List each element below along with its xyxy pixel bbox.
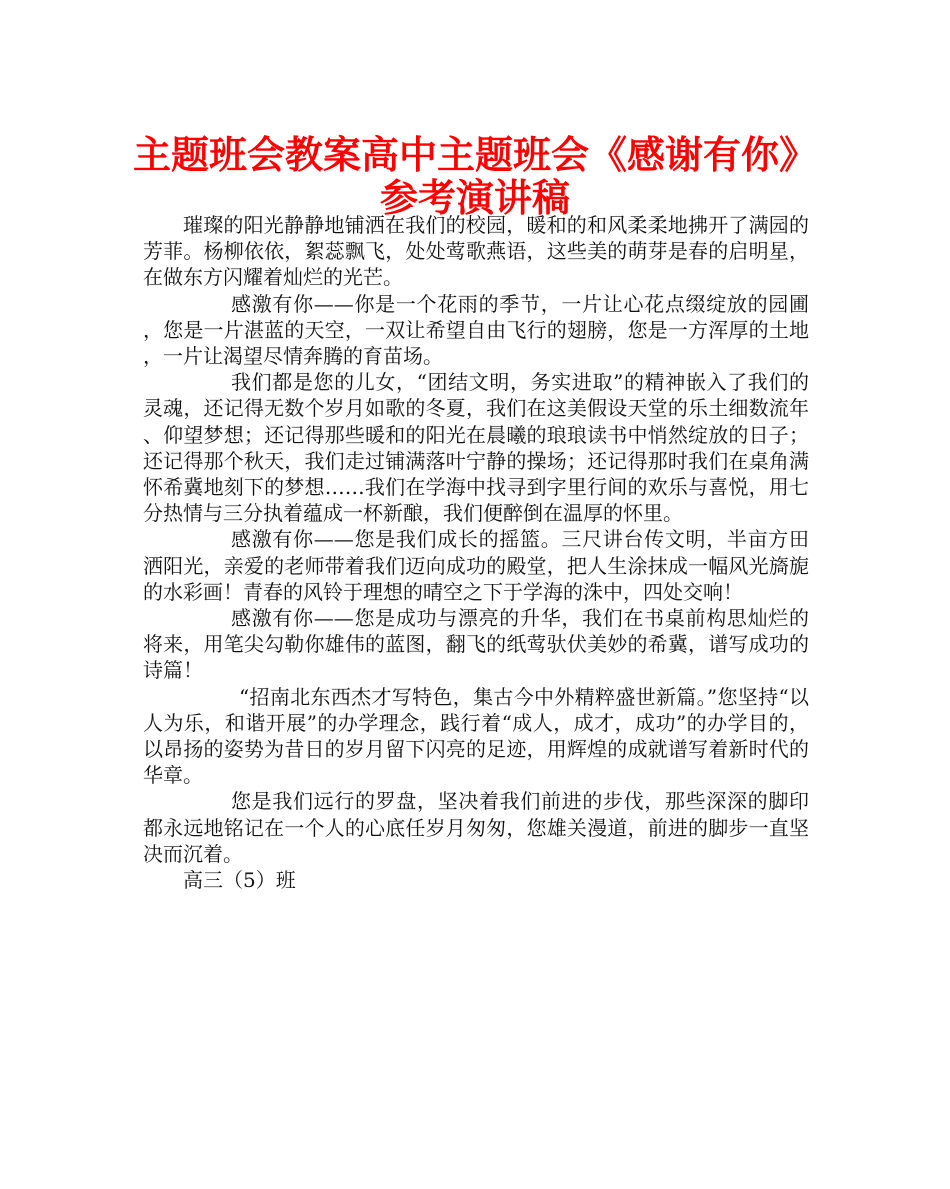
document-title-line2: 参考演讲稿 — [379, 176, 570, 220]
paragraph: 感激有你——您是我们成长的摇篮。三尺讲台传文明，半亩方田洒阳光，亲爱的老师带着我们迈向成功的殿堂，把人生涂抹成一幅风光旖旎的水彩画！青春的风铃于理想的晴空之下于学海的洙中，四处交响！ — [143, 527, 809, 604]
signature: 高三（5）班 — [183, 868, 296, 893]
document-body — [143, 212, 809, 893]
paragraph: 感激有你——您是成功与漂亮的升华，我们在书桌前构思灿烂的将来，用笔尖勾勒你雄伟的蓝图，翻飞的纸莺驮伏美妙的希冀，谱写成功的诗篇！ — [143, 606, 809, 683]
paragraph: 璀璨的阳光静静地铺洒在我们的校园，暖和的和风柔柔地拂开了满园的芳菲。杨柳依依，絮蕊飘飞，处处莺歌燕语，这些美的萌芽是春的启明星，在做东方闪耀着灿烂的光芒。 — [143, 213, 809, 290]
paragraph: 我们都是您的儿女，“团结文明，务实进取”的精神嵌入了我们的灵魂，还记得无数个岁月如歌的冬夏，我们在这美假设天堂的乐土细数流年、仰望梦想；还记得那些暖和的阳光在晨曦的琅琅读书中悄然绽放的日子；还记得那个秋天，我们走过铺满落叶宁静的操场；还记得那时我们在桌角满怀希冀地刻下的梦想……我们在学海中找寻到字里行间的欢乐与喜悦，用七分热情与三分执着蕴成一杯新酿，我们便醉倒在温厚的怀里。 — [143, 370, 809, 526]
paragraph: 感激有你——你是一个花雨的季节，一片让心花点缀绽放的园圃，您是一片湛蓝的天空，一双让希望自由飞行的翅膀，您是一方浑厚的土地，一片让渴望尽情奔腾的育苗场。 — [143, 291, 809, 369]
document-title-line1: 主题班会教案高中主题班会《感谢有你》 — [132, 133, 817, 177]
paragraph: 您是我们远行的罗盘，坚决着我们前进的步伐，那些深深的脚印都永远地铭记在一个人的心底任岁月匆匆，您雄关漫道，前进的脚步一直坚决而沉着。 — [143, 789, 809, 866]
paragraph: “招南北东西杰才写特色，集古今中外精粹盛世新篇。”您坚持“以人为乐，和谐开展”的办学理念，践行着“成人，成才，成功”的办学目的，以昂扬的姿势为昔日的岁月留下闪亮的足迹，用辉煌的成就谱写着新时代的华章。 — [143, 684, 809, 788]
